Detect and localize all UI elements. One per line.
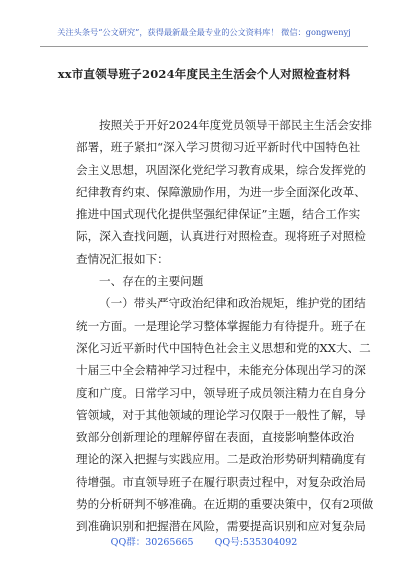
footer-qq-group: QQ群：30265665 xyxy=(110,537,194,548)
header-notice-text: 关注头条号“公文研究”，获得最新最全最专业的公文资料库！ 微信：gongwenyj xyxy=(57,27,351,37)
footer-qq-number: QQ号:535304092 xyxy=(214,537,298,548)
body-line: 致部分创新理论的理解停留在表面，直接影响整体政治 xyxy=(76,430,355,445)
body-line: 到准确识别和把握潜在风险，需要提高识别和应对复杂局 xyxy=(76,519,366,534)
body-line: 势的分析研判不够准确。在近期的重要决策中，仅有2项做 xyxy=(76,497,374,512)
body-line: 会主义思想，巩固深化党纪学习教育成果，综合发挥党的 xyxy=(76,162,366,177)
body-line: 深化习近平新时代中国特色社会主义思想和党的XX大、二 xyxy=(76,340,371,355)
header-notice xyxy=(40,27,368,38)
footer-contacts xyxy=(0,537,408,549)
body-line: 统一方面。一是理论学习整体掌握能力有待提升。班子在 xyxy=(76,318,366,333)
document-body xyxy=(76,114,374,538)
document-title: xx市直领导班子2024年度民主生活会个人对照检查材料 xyxy=(57,67,351,81)
body-line: 管领域，对于其他领域的理论学习仅限于一般性了解，导 xyxy=(76,407,366,422)
body-line: 际，深入查找问题，认真进行对照检查。现将班子对照检 xyxy=(76,229,366,244)
body-line: 部署，班子紧扣“深入学习贯彻习近平新时代中国特色社 xyxy=(76,140,361,155)
body-line: 按照关于开好2024年度党员领导干部民主生活会安排 xyxy=(99,118,372,132)
body-line: 度和广度。日常学习中，领导班子成员领注精力在自身分 xyxy=(76,385,366,400)
header-divider xyxy=(40,46,368,47)
body-line: 十届三中全会精神学习过程中，未能充分体现出学习的深 xyxy=(76,363,366,378)
body-line: 纪律教育约束、保障激励作用，为进一步全面深化改革、 xyxy=(76,184,366,199)
body-line: 待增强。市直领导班子在履行职责过程中，对复杂政治局 xyxy=(76,474,366,489)
body-line: 推进中国式现代化提供坚强纪律保证”主题，结合工作实 xyxy=(76,207,361,222)
body-line: （一）带头严守政治纪律和政治规矩，维护党的团结 xyxy=(99,296,366,311)
body-line: 理论的深入把握与实践应用。二是政治形势研判精确度有 xyxy=(76,452,366,467)
body-line: 查情况汇报如下： xyxy=(76,251,169,266)
body-line: 一、存在的主要问题 xyxy=(99,274,204,289)
